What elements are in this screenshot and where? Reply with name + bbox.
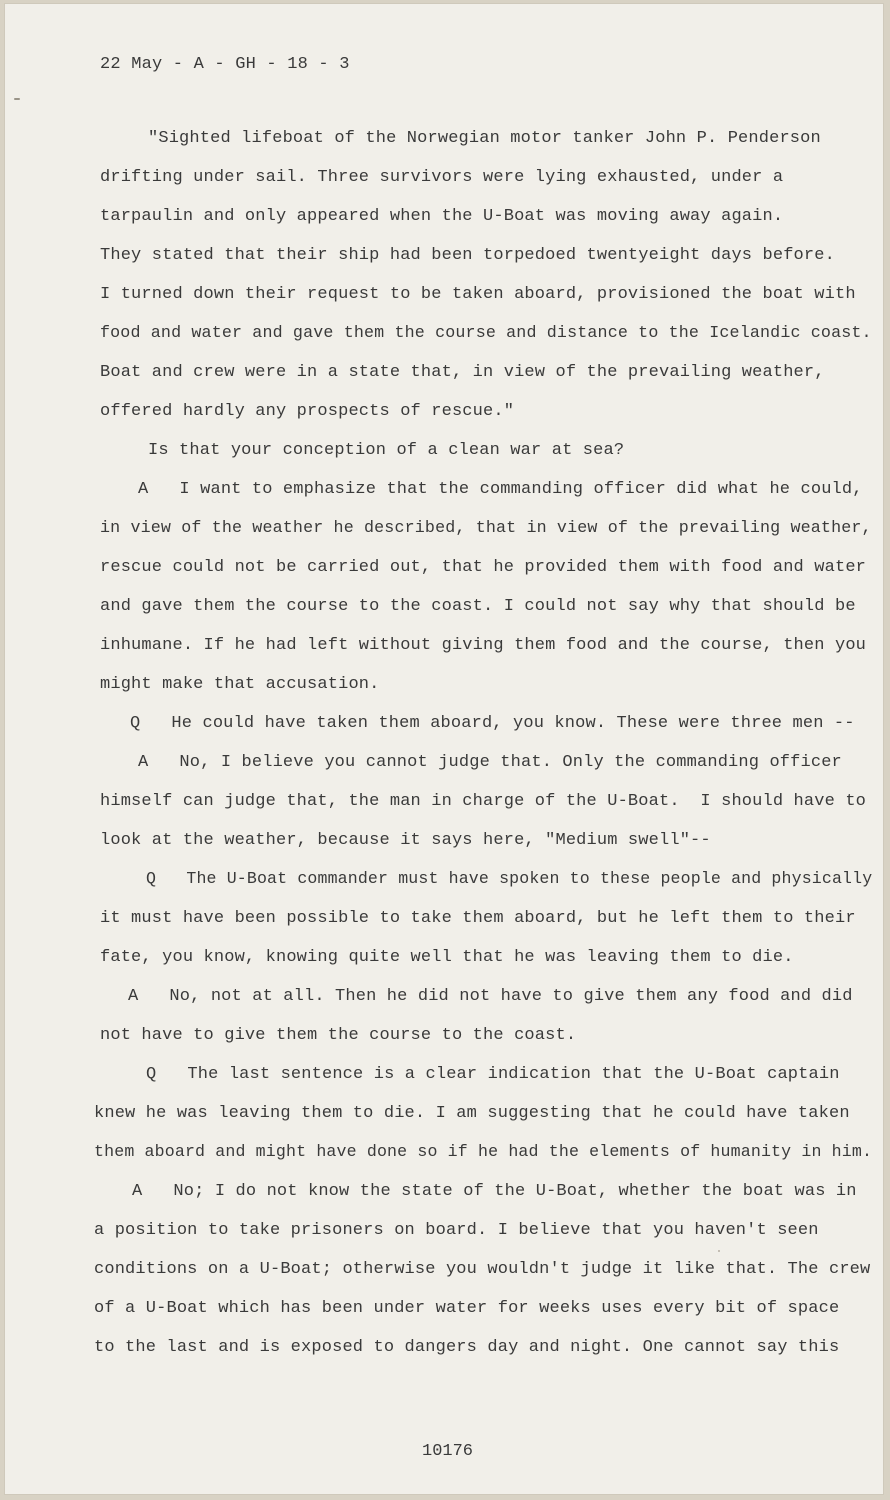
text-line: inhumane. If he had left without giving them food and the course, then you bbox=[100, 636, 867, 655]
text-line: A No, not at all. Then he did not have to give them any food and did bbox=[128, 987, 853, 1006]
text-line: a position to take prisoners on board. I believe that you haven't seen bbox=[94, 1221, 819, 1240]
page-number: 10176 bbox=[422, 1442, 474, 1461]
text-line: Q The last sentence is a clear indication that the U-Boat captain bbox=[146, 1065, 840, 1084]
text-line: food and water and gave them the course and distance to the Icelandic coast. bbox=[100, 324, 872, 343]
text-line: offered hardly any prospects of rescue." bbox=[100, 402, 515, 421]
text-line: not have to give them the course to the coast. bbox=[100, 1026, 577, 1045]
text-line: They stated that their ship had been torpedoed twentyeight days before. bbox=[100, 246, 835, 265]
text-line: knew he was leaving them to die. I am suggesting that he could have taken bbox=[94, 1104, 850, 1123]
text-line: Q He could have taken them aboard, you know. These were three men -- bbox=[130, 714, 855, 733]
text-line: A No, I believe you cannot judge that. Only the commanding officer bbox=[138, 753, 842, 772]
text-line: to the last and is exposed to dangers day and night. One cannot say this bbox=[94, 1338, 840, 1357]
text-line: himself can judge that, the man in charge of the U-Boat. I should have to bbox=[100, 792, 867, 811]
text-line: I turned down their request to be taken aboard, provisioned the boat with bbox=[100, 285, 856, 304]
text-line: Q The U-Boat commander must have spoken to these people and physically bbox=[146, 870, 873, 889]
text-line: A I want to emphasize that the commanding officer did what he could, bbox=[138, 480, 863, 499]
text-line: might make that accusation. bbox=[100, 675, 380, 694]
paper-speck bbox=[14, 98, 20, 100]
text-line: tarpaulin and only appeared when the U-Boat was moving away again. bbox=[100, 207, 784, 226]
paper-speck bbox=[718, 1250, 720, 1252]
text-line: and gave them the course to the coast. I could not say why that should be bbox=[100, 597, 856, 616]
text-line: fate, you know, knowing quite well that he was leaving them to die. bbox=[100, 948, 794, 967]
text-line: A No; I do not know the state of the U-Boat, whether the boat was in bbox=[132, 1182, 857, 1201]
document-page bbox=[4, 3, 884, 1495]
text-line: Boat and crew were in a state that, in view of the prevailing weather, bbox=[100, 363, 825, 382]
text-line: "Sighted lifeboat of the Norwegian motor tanker John P. Penderson bbox=[148, 129, 821, 148]
text-line: in view of the weather he described, that in view of the prevailing weather, bbox=[100, 519, 872, 538]
text-line: them aboard and might have done so if he had the elements of humanity in him. bbox=[94, 1143, 873, 1162]
text-line: look at the weather, because it says here, "Medium swell"-- bbox=[100, 831, 711, 850]
text-line: conditions on a U-Boat; otherwise you wouldn't judge it like that. The crew bbox=[94, 1260, 871, 1279]
text-line: rescue could not be carried out, that he provided them with food and water bbox=[100, 558, 867, 577]
page-header: 22 May - A - GH - 18 - 3 bbox=[100, 55, 350, 74]
text-line: of a U-Boat which has been under water for weeks uses every bit of space bbox=[94, 1299, 840, 1318]
text-line: drifting under sail. Three survivors were lying exhausted, under a bbox=[100, 168, 784, 187]
text-line: it must have been possible to take them aboard, but he left them to their bbox=[100, 909, 856, 928]
text-line: Is that your conception of a clean war at sea? bbox=[148, 441, 625, 460]
